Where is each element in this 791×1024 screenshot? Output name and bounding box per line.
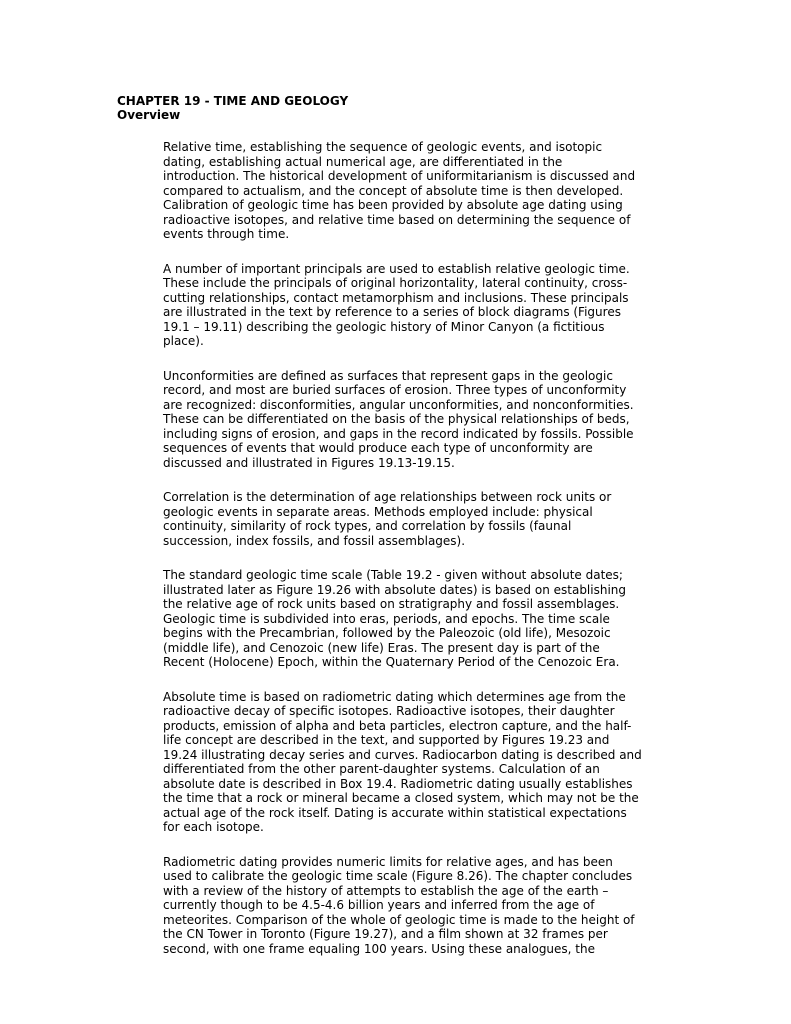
text-line: dating, establishing actual numerical age, are differentiated in the	[163, 154, 563, 169]
paragraph	[163, 855, 643, 957]
text-line: for each isotope.	[163, 820, 264, 834]
text-line: A number of important principals are used to establish relative geologic time.	[163, 261, 630, 276]
text-line: (middle life), and Cenozoic (new life) Eras. The present day is part of the	[163, 640, 600, 655]
text-line: life concept are described in the text, and supported by Figures 19.23 and	[163, 733, 610, 747]
text-line: succession, index fossils, and fossil assemblages).	[163, 533, 466, 548]
text-line: meteorites. Comparison of the whole of geologic time is made to the height of	[163, 912, 635, 927]
text-line: differentiated from the other parent-daughter systems. Calculation of an	[163, 762, 600, 776]
text-line: cutting relationships, contact metamorphism and inclusions. These principals	[163, 290, 629, 305]
text-line: currently though to be 4.5-4.6 billion years and inferred from the age of	[163, 898, 595, 912]
text-line: second, with one frame equaling 100 years. Using these analogues, the	[163, 941, 595, 956]
text-line: radioactive decay of specific isotopes. Radioactive isotopes, their daughter	[163, 704, 615, 718]
text-line: 19.24 illustrating decay series and curves. Radiocarbon dating is described and	[163, 747, 642, 762]
text-line: 19.1 – 19.11) describing the geologic history of Minor Canyon (a fictitious	[163, 319, 605, 334]
text-line: are recognized: disconformities, angular unconformities, and nonconformities.	[163, 397, 634, 412]
chapter-title: CHAPTER 19 - TIME AND GEOLOGY	[117, 94, 349, 108]
text-line: products, emission of alpha and beta particles, electron capture, and the half-	[163, 718, 632, 733]
paragraph	[163, 369, 643, 471]
text-line: used to calibrate the geologic time scale (Figure 8.26). The chapter concludes	[163, 869, 633, 883]
text-line: Recent (Holocene) Epoch, within the Quaternary Period of the Cenozoic Era.	[163, 655, 620, 669]
text-line: Correlation is the determination of age relationships between rock units or	[163, 490, 612, 504]
paragraph	[163, 568, 643, 670]
text-line: the time that a rock or mineral became a closed system, which may not be the	[163, 791, 639, 805]
text-line: geologic events in separate areas. Methods employed include: physical	[163, 504, 593, 519]
text-line: the CN Tower in Toronto (Figure 19.27), and a film shown at 32 frames per	[163, 927, 608, 941]
text-line: These include the principals of original horizontality, lateral continuity, cross-	[163, 276, 628, 290]
text-line: The standard geologic time scale (Table 19.2 - given without absolute dates;	[163, 568, 623, 582]
text-line: including signs of erosion, and gaps in the record indicated by fossils. Possible	[163, 426, 634, 441]
paragraph	[163, 490, 643, 548]
text-line: the relative age of rock units based on stratigraphy and fossil assemblages.	[163, 597, 620, 611]
document-body	[163, 140, 643, 976]
paragraph	[163, 262, 643, 349]
paragraph	[163, 140, 643, 242]
text-line: Radiometric dating provides numeric limits for relative ages, and has been	[163, 854, 613, 869]
chapter-heading	[117, 94, 348, 122]
text-line: place).	[163, 334, 204, 348]
text-line: discussed and illustrated in Figures 19.13-19.15.	[163, 455, 455, 470]
text-line: sequences of events that would produce each type of unconformity are	[163, 441, 593, 455]
paragraph	[163, 690, 643, 835]
text-line: absolute date is described in Box 19.4. Radiometric dating usually establishes	[163, 776, 633, 791]
text-line: Absolute time is based on radiometric dating which determines age from the	[163, 689, 626, 704]
text-line: events through time.	[163, 227, 290, 241]
text-line: These can be differentiated on the basis of the physical relationships of beds,	[163, 412, 630, 426]
text-line: introduction. The historical development of uniformitarianism is discussed and	[163, 169, 636, 183]
text-line: Calibration of geologic time has been provided by absolute age dating using	[163, 198, 623, 212]
text-line: begins with the Precambrian, followed by the Paleozoic (old life), Mesozoic	[163, 626, 611, 640]
text-line: record, and most are buried surfaces of erosion. Three types of unconformity	[163, 383, 627, 397]
text-line: Relative time, establishing the sequence of geologic events, and isotopic	[163, 140, 603, 154]
text-line: actual age of the rock itself. Dating is accurate within statistical expectations	[163, 805, 627, 820]
text-line: illustrated later as Figure 19.26 with absolute dates) is based on establishing	[163, 582, 627, 597]
text-line: radioactive isotopes, and relative time based on determining the sequence of	[163, 212, 631, 227]
text-line: compared to actualism, and the concept of absolute time is then developed.	[163, 183, 624, 198]
text-line: with a review of the history of attempts to establish the age of the earth –	[163, 883, 609, 898]
text-line: are illustrated in the text by reference to a series of block diagrams (Figures	[163, 305, 621, 319]
text-line: Geologic time is subdivided into eras, periods, and epochs. The time scale	[163, 611, 610, 626]
section-title: Overview	[117, 108, 181, 122]
text-line: Unconformities are defined as surfaces that represent gaps in the geologic	[163, 368, 613, 383]
text-line: continuity, similarity of rock types, and correlation by fossils (faunal	[163, 519, 572, 533]
